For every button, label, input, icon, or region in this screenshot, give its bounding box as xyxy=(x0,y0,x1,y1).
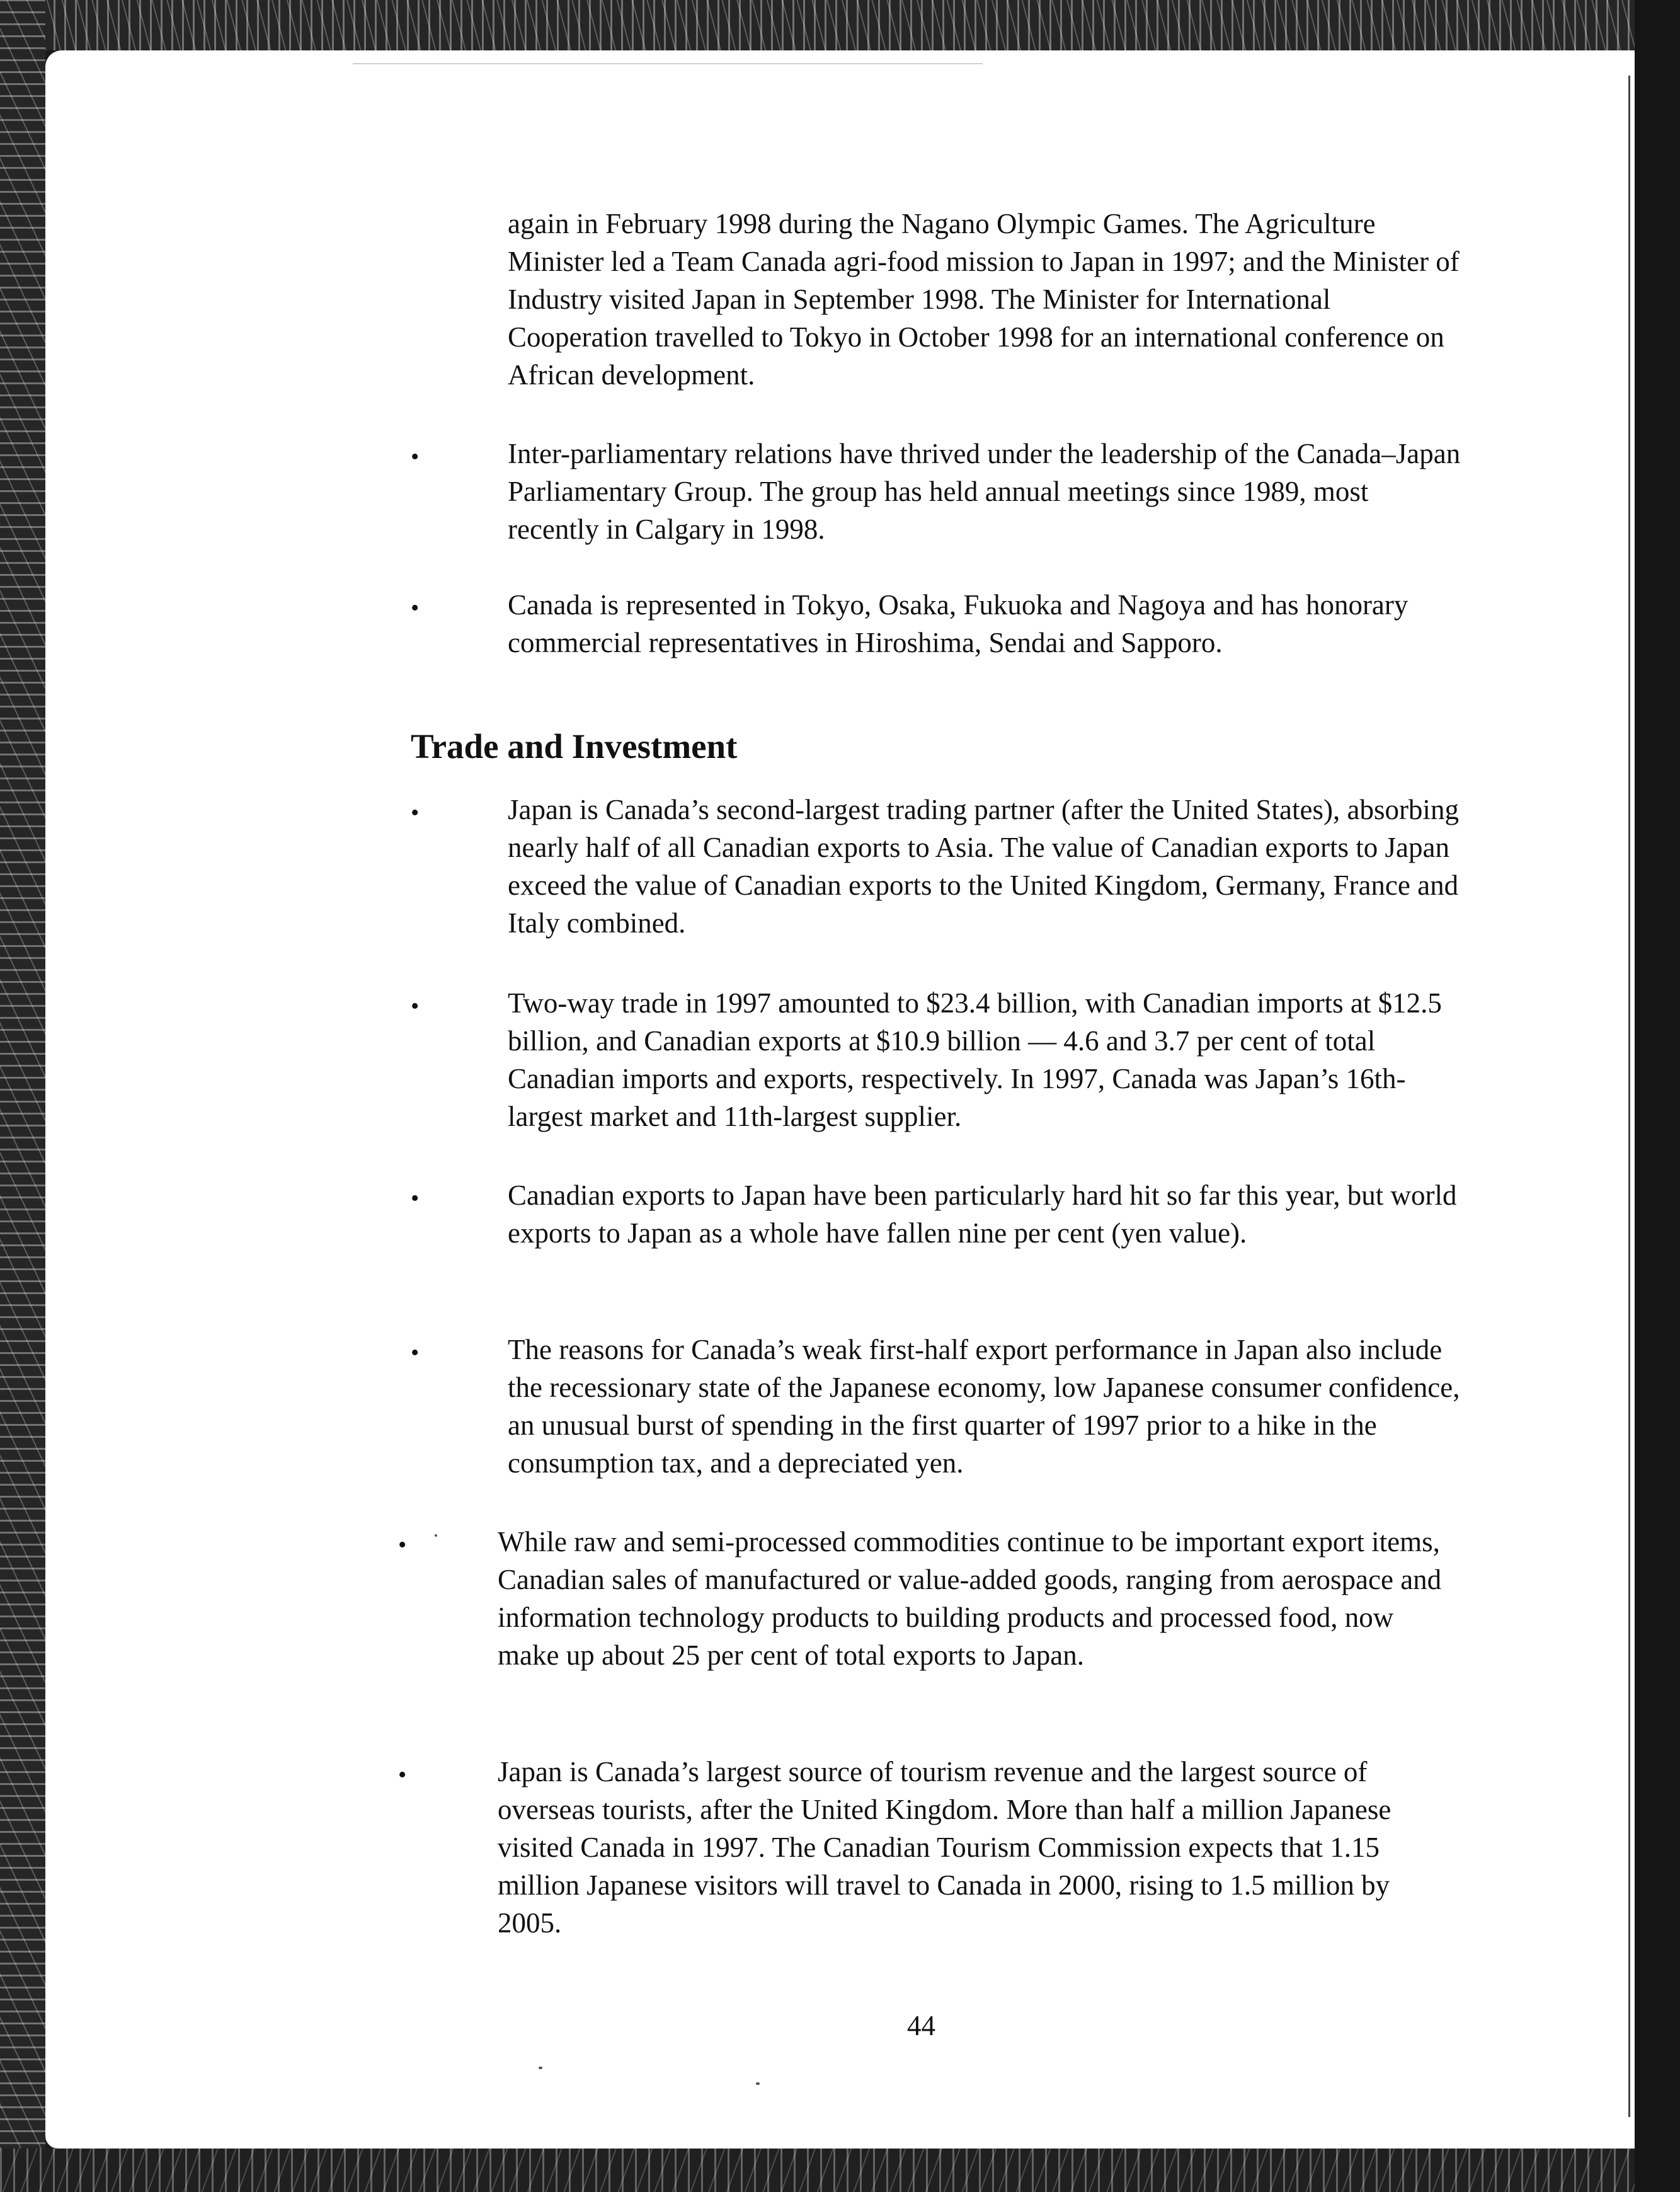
list-item: Two-way trade in 1997 amounted to $23.4 billion, with Canadian imports at $12.5 billion, and Canadian exports at $10.9 billion — 4.6 and 3.7 per cent of total Canadian imports and exports, respectively. In 1997, Canada was Japan’s 16th-largest market and 11th-largest supplier. xyxy=(508,987,1442,1132)
scan-speck xyxy=(756,2082,760,2085)
scan-speck xyxy=(539,2067,542,2069)
bullet-marker: • xyxy=(411,1185,420,1212)
list-item: While raw and semi-processed commodities continue to be important export items, Canadian sales of manufactured or value-added goods, ranging from aerospace and information technology products to building products and processed food, now make up about 25 per cent of total exports to Japan. xyxy=(498,1526,1442,1671)
list-item: The reasons for Canada’s weak first-half export performance in Japan also include the recessionary state of the Japanese economy, low Japanese consumer confidence, an unusual burst of spending in the first quarter of 1997 prior to a hike in the consumption tax, and a depreciated yen. xyxy=(508,1334,1460,1479)
bullet-marker: • xyxy=(411,444,420,470)
intro-paragraph: again in February 1998 during the Nagano Olympic Games. The Agriculture Minister led a Team Canada agri-food mission to Japan in 1997; and the Minister of Industry visited Japan in September 1998. The Minister for International Cooperation travelled to Tokyo in October 1998 for an international conference on African development. xyxy=(508,208,1460,391)
scan-speck xyxy=(435,1534,437,1537)
list-item: Inter-parliamentary relations have thrived under the leadership of the Canada–Japan Parliamentary Group. The group has held annual meetings since 1989, most recently in Calgary in 1998. xyxy=(508,438,1461,545)
list-item: Japan is Canada’s largest source of tourism revenue and the largest source of overseas tourists, after the United Kingdom. More than half a million Japanese visited Canada in 1997. The Canadian Tourism Commission expects that 1.15 million Japanese visitors will travel to Canada in 2000, rising to 1.5 million by 2005. xyxy=(498,1756,1391,1939)
bullet-marker: • xyxy=(411,993,420,1019)
list-item: Canada is represented in Tokyo, Osaka, Fukuoka and Nagoya and has honorary commercial representatives in Hiroshima, Sendai and Sapporo. xyxy=(508,589,1409,658)
list-item: Japan is Canada’s second-largest trading partner (after the United States), absorbing nearly half of all Canadian exports to Asia. The value of Canadian exports to Japan exceed the value of Canadian exports to the United Kingdom, Germany, France and Italy combined. xyxy=(508,794,1459,939)
bullet-marker: • xyxy=(411,1340,420,1366)
list-item: Canadian exports to Japan have been particularly hard hit so far this year, but world exports to Japan as a whole have fallen nine per cent (yen value). xyxy=(508,1179,1457,1249)
bullet-marker: • xyxy=(411,595,420,621)
bullet-marker: • xyxy=(411,800,420,826)
section-heading: Trade and Investment xyxy=(411,727,738,766)
bullet-marker: • xyxy=(398,1532,407,1558)
page-number: 44 xyxy=(907,2010,935,2041)
bullet-marker: • xyxy=(398,1762,407,1788)
